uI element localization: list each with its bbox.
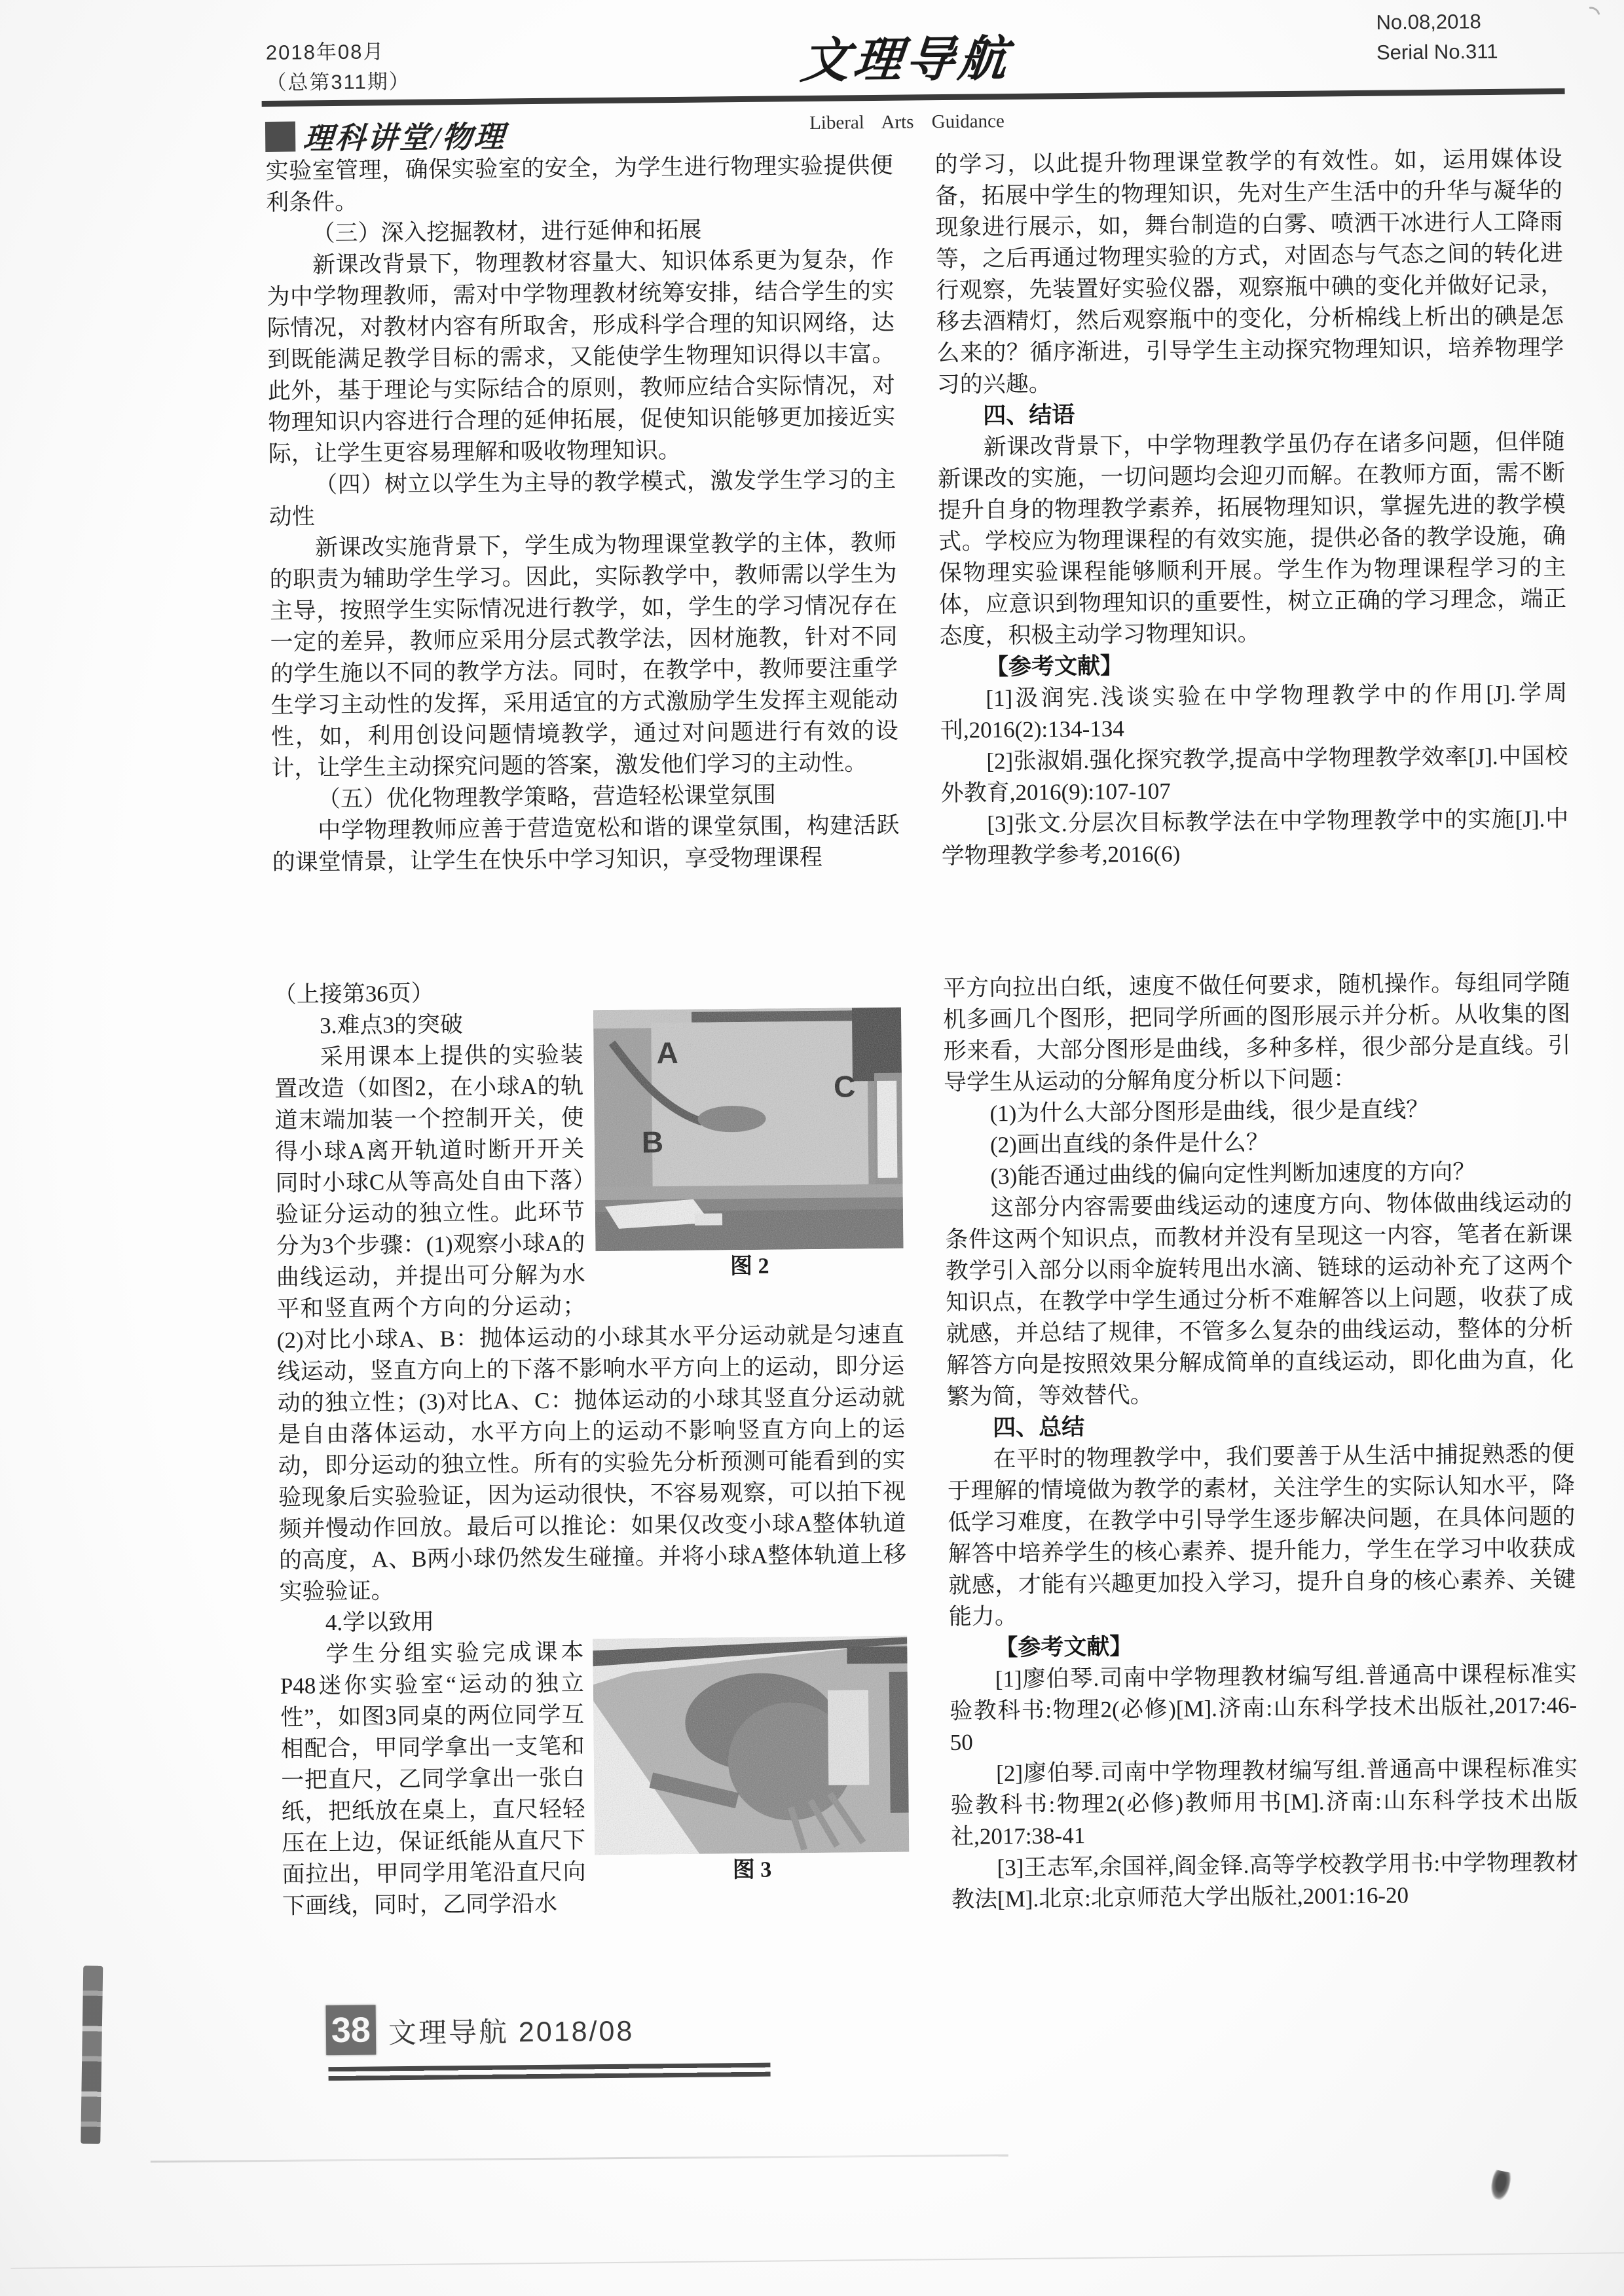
reference-item: [2]廖伯琴.司南中学物理教材编写组.普通高中课程标准实验教科书:物理2(必修)教师用书[M].济南:山东科学技术出版社,2017:38-41 bbox=[950, 1755, 1578, 1850]
reference-item: [2]张淑娟.强化探究教学,提高中学物理教学效率[J].中国校外教育,2016(9):107-107 bbox=[940, 742, 1568, 807]
journal-title: 文理导航 bbox=[798, 32, 1014, 89]
section-square-icon bbox=[265, 122, 295, 152]
paragraph: 新课改背景下，中学物理教学虽仍存在诸多问题，但伴随新课改的实施，一切问题均会迎刃而解。在教师方面，需不断提升自身的物理教学素养，拓展物理知识，掌握先进的教学模式。学校应为物理课程的有效实施，提供必备的教学设施，确保物理实验课程能够顺利开展。学生作为物理课程学习的主体，应意识到物理知识的重要性，树立正确的学习理念，端正态度，积极主动学习物理知识。 bbox=[938, 428, 1567, 649]
header-date-block bbox=[266, 37, 411, 98]
page-number-badge: 38 bbox=[326, 2005, 377, 2055]
paragraph: 这部分内容需要曲线运动的速度方向、物体做曲线运动的条件这两个知识点，而教材并没有呈现这一内容，笔者在新课教学引入部分以雨伞旋转甩出水滴、链球的运动补充了这两个知识点，在教学中学生通过分析不难解答以上问题，收获了成就感，并总结了规律，不管多么复杂的曲线运动，整体的分析解答方向是按照效果分解成简单的直线运动，即化曲为直，化繁为简，等效替代。 bbox=[945, 1189, 1574, 1410]
question-item: (1)为什么大部分图形是曲线，很少是直线？ bbox=[989, 1096, 1430, 1127]
figure-3-caption: 图 3 bbox=[732, 1857, 772, 1883]
header-date-line2: （总第311期） bbox=[266, 69, 411, 94]
subheading: 4.学以致用 bbox=[325, 1609, 435, 1636]
article2-right-column bbox=[942, 967, 1579, 1929]
paragraph: 采用课本上提供的实验装置改造（如图2，在小球A的轨道末端加装一个控制开关，使得小球A离开轨道时断开开关同时小球C从等高处自由下落）验证分运动的独立性。此环节分为3个步骤：(1)观察小球A的曲线运动，并提出可分解为水平和竖直两个方向的分运动；(2)对比小球A、B：抛体运动的小球其水平分运动就是匀速直线运动，竖直方向上的下落不影响水平方向上的运动，即分运动的独立性；(3)对比A、C：抛体运动的小球其竖直分运动就是自由落体运动，水平方向上的运动不影响竖直方向上的运动，即分运动的独立性。所有的实验先分析预测可能看到的实验现象后实验验证，因为运动很快，不容易观察，可以拍下视频并慢动作回放。最后可以推论：如果仅改变小球A整体轨道的高度，A、B两小球仍然发生碰撞。并将小球A整体轨道上移实验验证。 bbox=[274, 1042, 907, 1605]
subheading: （五）优化物理教学策略，营造轻松课堂氛围 bbox=[317, 782, 777, 812]
scan-artifact-corner-curl bbox=[1578, 3, 1604, 29]
figure-3 bbox=[593, 1636, 910, 1889]
header-date-line1: 2018年08月 bbox=[265, 40, 385, 64]
section-label: 理科讲堂/物理 bbox=[302, 120, 507, 156]
figure-3-photo bbox=[593, 1636, 909, 1855]
scan-artifact-left-strip bbox=[81, 1965, 103, 2143]
article1-right-column bbox=[934, 143, 1569, 928]
section-header bbox=[265, 113, 506, 158]
paragraph: 实验室管理，确保实验室的安全，为学生进行物理实验提供便利条件。 bbox=[265, 152, 893, 215]
reference-item: [1]汲润宪.浅谈实验在中学物理教学中的作用[J].学周刊,2016(2):134-134 bbox=[940, 680, 1568, 744]
scan-artifact-ink-blob bbox=[1488, 2170, 1512, 2202]
serial-number: Serial No.311 bbox=[1376, 39, 1498, 64]
references-heading: 【参考文献】 bbox=[985, 653, 1124, 680]
reference-item: [3]王志军,余国祥,阎金铎.高等学校教学用书:中学物理教材教法[M].北京:北京师范大学出版社,2001:16-20 bbox=[951, 1849, 1579, 1913]
question-item: (3)能否通过曲线的偏向定性判断加速度的方向？ bbox=[990, 1159, 1476, 1190]
scan-artifact-wave-line bbox=[151, 2155, 1008, 2163]
continued-from-note: （上接第36页） bbox=[273, 980, 434, 1008]
footer-journal-text: 文理导航 2018/08 bbox=[388, 2015, 635, 2050]
header-rule bbox=[262, 88, 1565, 107]
subheading: 3.难点3的突破 bbox=[319, 1011, 464, 1039]
reference-item: [1]廖伯琴.司南中学物理教材编写组.普通高中课程标准实验教科书:物理2(必修)[M].济南:山东科学技术出版社,2017:46-50 bbox=[950, 1660, 1578, 1756]
paragraph: 学生分组实验完成课本P48迷你实验室“运动的独立性”，如图3同桌的两位同学互相配合，甲同学拿出一支笔和一把直尺，乙同学拿出一张白纸，把纸放在桌上，直尺轻轻压在上边，保证纸能从直尺下面拉出，甲同学用笔沿直尺向下画线，同时，乙同学沿水 bbox=[280, 1639, 586, 1919]
footer-rule bbox=[328, 2063, 770, 2081]
conclusion-heading: 四、结语 bbox=[983, 402, 1075, 429]
scan-artifact-bottom-line bbox=[10, 2252, 1624, 2269]
reference-item: [3]张文.分层次目标教学法在中学物理教学中的实施[J].中学物理教学参考,2016(6) bbox=[941, 805, 1569, 869]
question-item: (2)画出直线的条件是什么？ bbox=[989, 1129, 1269, 1158]
journal-subtitle: Liberal Arts Guidance bbox=[809, 111, 1005, 134]
header-issue-block bbox=[1376, 6, 1560, 68]
figure-2-photo bbox=[593, 1008, 904, 1251]
references-heading: 【参考文献】 bbox=[995, 1633, 1133, 1661]
paragraph: 的学习，以此提升物理课堂教学的有效性。如，运用媒体设备，拓展中学生的物理知识，先对生产生活中的升华与凝华的现象进行展示，如，舞台制造的白雾、喷洒干冰进行人工降雨等，之后再通过物理实验的方式，对固态与气态之间的转化进行观察，先装置好实验仪器，观察瓶中碘的变化并做好记录，移去酒精灯，然后观察瓶中的变化，分析棉线上析出的碘是怎么来的？循序渐进，引导学生主动探究物理知识，培养物理学习的兴趣。 bbox=[934, 145, 1564, 398]
subheading: （四）树立以学生为主导的教学模式，激发学生学习的主动性 bbox=[268, 466, 896, 530]
issue-number: No.08,2018 bbox=[1376, 10, 1482, 34]
paragraph: 新课改实施背景下，学生成为物理课堂教学的主体，教师的职责为辅助学生学习。因此，实际教学中，教师需以学生为主导，按照学生实际情况进行教学，如，学生的学习情况存在一定的差异，教师应采用分层式教学法，因材施教，针对不同的学生施以不同的教学方法。同时，在教学中，教师要注重学生学习主动性的发挥，采用适宜的方式激励学生发挥主观能动性，如，利用创设问题情境教学，通过对问题进行有效的设计，让学生主动探究问题的答案，激发他们学习的主动性。 bbox=[269, 529, 899, 781]
figure-2-caption: 图 2 bbox=[729, 1254, 769, 1279]
figure-2 bbox=[593, 1008, 904, 1285]
paragraph: 中学物理教师应善于营造宽松和谐的课堂氛围，构建活跃的课堂情景，让学生在快乐中学习知识，享受物理课程 bbox=[272, 812, 900, 875]
subheading: （三）深入挖掘教材，进行延伸和拓展 bbox=[312, 217, 702, 247]
paragraph: 平方向拉出白纸，速度不做任何要求，随机操作。每组同学随机多画几个图形，把同学所画的图形展示并分析。从收集的图形来看，大部分图形是曲线，多种多样，很少部分是直线。引导学生从运动的分解角度分析以下问题： bbox=[942, 969, 1571, 1096]
article1-left-column bbox=[265, 150, 900, 935]
paragraph: 在平时的物理教学中，我们要善于从生活中捕捉熟悉的便于理解的情境做为教学的素材，关注学生的实际认知水平，降低学习难度，在教学中引导学生逐步解决问题，在具体问题的解答中培养学生的核心素养、提升能力，学生在学习中收获成就感，才能有兴趣更加投入学习，提升自身的核心素养、关键能力。 bbox=[947, 1440, 1576, 1630]
article2-left-column bbox=[273, 974, 910, 1935]
summary-heading: 四、总结 bbox=[992, 1414, 1085, 1441]
paragraph: 新课改背景下，物理教材容量大、知识体系更为复杂，作为中学物理教师，需对中学物理教材统筹安排，结合学生的实际情况，对教材内容有所取舍，形成科学合理的知识网络，达到既能满足教学目标的需求，又能使学生物理知识得以丰富。此外，基于理论与实际结合的原则，教师应结合实际情况，对物理知识内容进行合理的延伸拓展，促使知识能够更加接近实际，让学生更容易理解和吸收物理知识。 bbox=[267, 246, 896, 467]
